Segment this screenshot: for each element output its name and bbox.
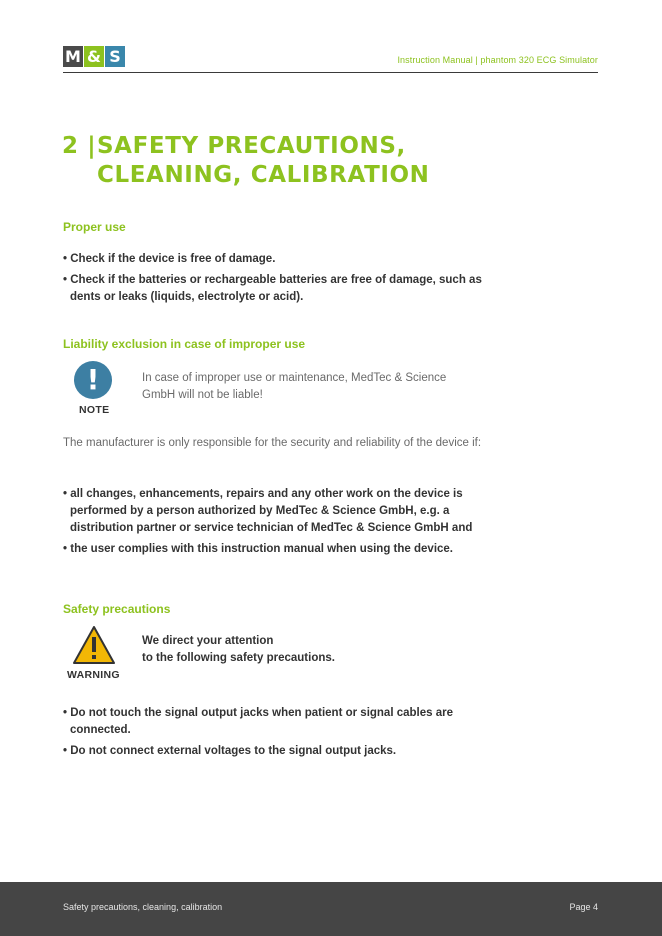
- warning-line2: to the following safety precautions.: [142, 652, 335, 664]
- list-item: • Do not touch the signal output jacks when patient or signal cables are connected.: [63, 705, 483, 739]
- liability-heading: Liability exclusion in case of improper use: [63, 337, 306, 351]
- list-item: • Check if the batteries or rechargeable batteries are free of damage, such as dents or leaks (liquids, electrolyte or acid).: [63, 272, 483, 306]
- chapter-title: [62, 132, 562, 190]
- proper-use-heading: Proper use: [63, 220, 126, 234]
- list-item: • all changes, enhancements, repairs and any other work on the device is performed by a person authorized by MedTec & Science GmbH, e.g. a distribution partner or service technician of MedTec & Science GmbH and: [63, 486, 483, 537]
- liability-list: [63, 486, 483, 562]
- warning-label: WARNING: [67, 669, 120, 681]
- safety-list: [63, 705, 483, 764]
- proper-use-list: [63, 251, 483, 310]
- footer-section-title: Safety precautions, cleaning, calibration: [63, 902, 223, 912]
- list-item: • the user complies with this instruction manual when using the device.: [63, 541, 483, 558]
- logo-m: M: [63, 46, 83, 67]
- chapter-title-line1: SAFETY PRECAUTIONS,: [97, 133, 406, 159]
- brand-logo: [63, 46, 125, 67]
- header-divider: [63, 72, 598, 73]
- logo-s: S: [105, 46, 125, 67]
- warning-triangle-icon: [72, 625, 116, 665]
- note-label: NOTE: [79, 404, 110, 416]
- liability-paragraph: The manufacturer is only responsible for the security and reliability of the device if:: [63, 437, 482, 449]
- page-footer: [0, 882, 662, 936]
- chapter-title-line2: CLEANING, CALIBRATION: [97, 162, 430, 188]
- warning-line1: We direct your attention: [142, 635, 274, 647]
- exclamation-icon: !: [74, 361, 112, 399]
- note-text: In case of improper use or maintenance, MedTec & Science GmbH will not be liable!: [142, 372, 447, 401]
- list-item: • Do not connect external voltages to the signal output jacks.: [63, 743, 483, 760]
- warning-text: [142, 633, 462, 667]
- logo-ampersand: &: [84, 46, 104, 67]
- list-item: • Check if the device is free of damage.: [63, 251, 483, 268]
- safety-heading: Safety precautions: [63, 602, 171, 616]
- page-number: Page 4: [569, 902, 598, 912]
- running-head: Instruction Manual | phantom 320 ECG Simulator: [397, 55, 598, 65]
- chapter-number: 2 |: [62, 133, 97, 159]
